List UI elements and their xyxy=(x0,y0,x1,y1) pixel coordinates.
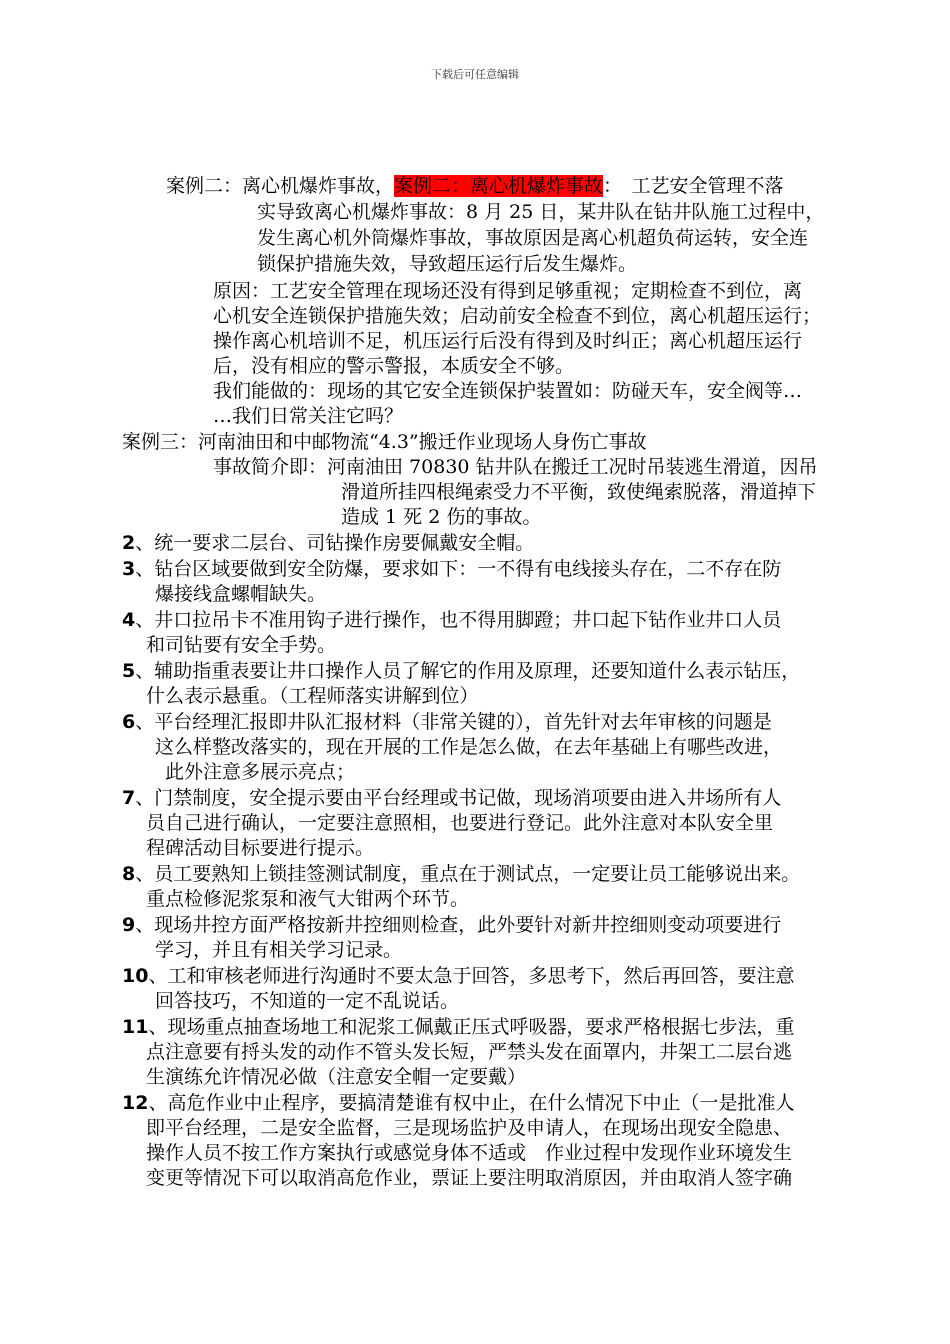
case2-prefix: 案例二：离心机爆炸事故， xyxy=(166,175,395,197)
item-text: 、员工要熟知上锁挂签测试制度，重点在于测试点，一定要让员工能够说出来。 xyxy=(135,863,801,885)
case3-intro-first-line xyxy=(213,455,818,479)
item-3 xyxy=(122,557,781,581)
item-9 xyxy=(122,913,781,937)
item-text-continued: 生演练允许情况必做（注意安全帽一定要戴） xyxy=(146,1066,527,1088)
item-text: 、现场井控方面严格按新井控细则检查，此外要针对新井控细则变动项要进行 xyxy=(135,914,782,936)
item-number: 6 xyxy=(122,711,136,733)
item-text-continued: 变更等情况下可以取消高危作业，票证上要注明取消原因，并由取消人签字确 xyxy=(146,1167,793,1189)
case2-cause-line: 后，没有相应的警示警报，本质安全不够。 xyxy=(213,355,575,377)
item-text-continued: 和司钻要有安全手势。 xyxy=(146,634,337,656)
case2-line: 发生离心机外筒爆炸事故，事故原因是离心机超负荷运转，安全连 xyxy=(257,227,809,249)
item-number: 3 xyxy=(122,558,136,580)
case2-todo-line: …我们日常关注它吗？ xyxy=(213,405,404,427)
item-text-continued: 重点检修泥浆泵和液气大钳两个环节。 xyxy=(146,888,470,910)
case2-line: 实导致离心机爆炸事故：8 月 25 日，某井队在钻井队施工过程中， xyxy=(257,201,825,223)
item-number: 8 xyxy=(122,863,136,885)
item-11 xyxy=(122,1015,794,1039)
case2-highlighted-title: 案例二：离心机爆炸事故 xyxy=(394,175,604,197)
item-text: 、现场重点抽查场地工和泥浆工佩戴正压式呼吸器，要求严格根据七步法，重 xyxy=(148,1016,795,1038)
case3-intro-label: 事故简介即： xyxy=(213,456,328,478)
case3-title: 案例三：河南油田和中邮物流“4.3”搬迁作业现场人身伤亡事故 xyxy=(122,431,647,453)
item-number: 11 xyxy=(122,1016,149,1038)
item-text-continued: 爆接线盒螺帽缺失。 xyxy=(155,583,327,605)
case3-intro-line: 河南油田 70830 钻井队在搬迁工况时吊装逃生滑道，因吊 xyxy=(327,456,818,478)
item-text: 、井口拉吊卡不准用钩子进行操作，也不得用脚蹬；井口起下钻作业井口人员 xyxy=(135,609,782,631)
item-text: 、统一要求二层台、司钻操作房要佩戴安全帽。 xyxy=(135,532,535,554)
item-text: 、门禁制度，安全提示要由平台经理或书记做，现场消项要由进入井场所有人 xyxy=(135,787,782,809)
item-text: 、辅助指重表要让井口操作人员了解它的作用及原理，还要知道什么表示钻压， xyxy=(135,660,801,682)
item-5 xyxy=(122,659,800,683)
item-2 xyxy=(122,531,534,555)
item-10 xyxy=(122,964,794,988)
item-8 xyxy=(122,862,800,886)
case2-line: 锁保护措施失效，导致超压运行后发生爆炸。 xyxy=(257,253,638,275)
item-text: 、钻台区域要做到安全防爆，要求如下：一不得有电线接头存在，二不存在防 xyxy=(135,558,782,580)
item-text-continued: 回答技巧，不知道的一定不乱说话。 xyxy=(155,990,460,1012)
item-text: 、高危作业中止程序，要搞清楚谁有权中止，在什么情况下中止（一是批准人 xyxy=(148,1092,795,1114)
item-text-continued: 什么表示悬重。（工程师落实讲解到位） xyxy=(146,685,479,707)
item-text-continued: 学习，并且有相关学习记录。 xyxy=(155,939,403,961)
item-number: 7 xyxy=(122,787,136,809)
page-header: 下载后可任意编辑 xyxy=(431,68,519,81)
item-text-continued: 即平台经理，二是安全监督，三是现场监护及申请人，在现场出现安全隐患、 xyxy=(146,1117,793,1139)
item-text-continued: 此外注意多展示亮点； xyxy=(165,761,356,783)
case2-heading xyxy=(166,174,784,198)
case2-cause-line: 原因：工艺安全管理在现场还没有得到足够重视；定期检查不到位，离 xyxy=(213,280,803,302)
item-7 xyxy=(122,786,781,810)
item-6 xyxy=(122,710,772,734)
item-text-continued: 点注意要有捋头发的动作不管头发长短，严禁头发在面罩内，井架工二层台逃 xyxy=(146,1041,793,1063)
case2-cause-line: 操作离心机培训不足，机压运行后没有得到及时纠正；离心机超压运行 xyxy=(213,330,803,352)
item-text-continued: 员自己进行确认，一定要注意照相，也要进行登记。此外注意对本队安全里 xyxy=(146,812,774,834)
item-number: 10 xyxy=(122,965,149,987)
item-number: 5 xyxy=(122,660,136,682)
case2-after-highlight: ： 工艺安全管理不落 xyxy=(603,175,784,197)
case3-intro-line: 造成 1 死 2 伤的事故。 xyxy=(341,506,542,528)
item-number: 2 xyxy=(122,532,136,554)
item-12 xyxy=(122,1091,794,1115)
item-text-continued: 程碑活动目标要进行提示。 xyxy=(146,837,375,859)
item-text-continued: 操作人员不按工作方案执行或感觉身体不适或 作业过程中发现作业环境发生 xyxy=(146,1142,793,1164)
item-number: 4 xyxy=(122,609,136,631)
item-text-continued: 这么样整改落实的，现在开展的工作是怎么做，在去年基础上有哪些改进， xyxy=(155,736,783,758)
item-number: 12 xyxy=(122,1092,149,1114)
case3-intro-line: 滑道所挂四根绳索受力不平衡，致使绳索脱落，滑道掉下 xyxy=(341,481,817,503)
item-text: 、平台经理汇报即井队汇报材料（非常关键的），首先针对去年审核的问题是 xyxy=(135,711,772,733)
item-4 xyxy=(122,608,781,632)
item-number: 9 xyxy=(122,914,136,936)
item-text: 、工和审核老师进行沟通时不要太急于回答，多思考下，然后再回答，要注意 xyxy=(148,965,795,987)
case2-todo-line: 我们能做的：现场的其它安全连锁保护装置如：防碰天车，安全阀等… xyxy=(213,380,803,402)
case2-cause-line: 心机安全连锁保护措施失效；启动前安全检查不到位，离心机超压运行； xyxy=(213,305,822,327)
